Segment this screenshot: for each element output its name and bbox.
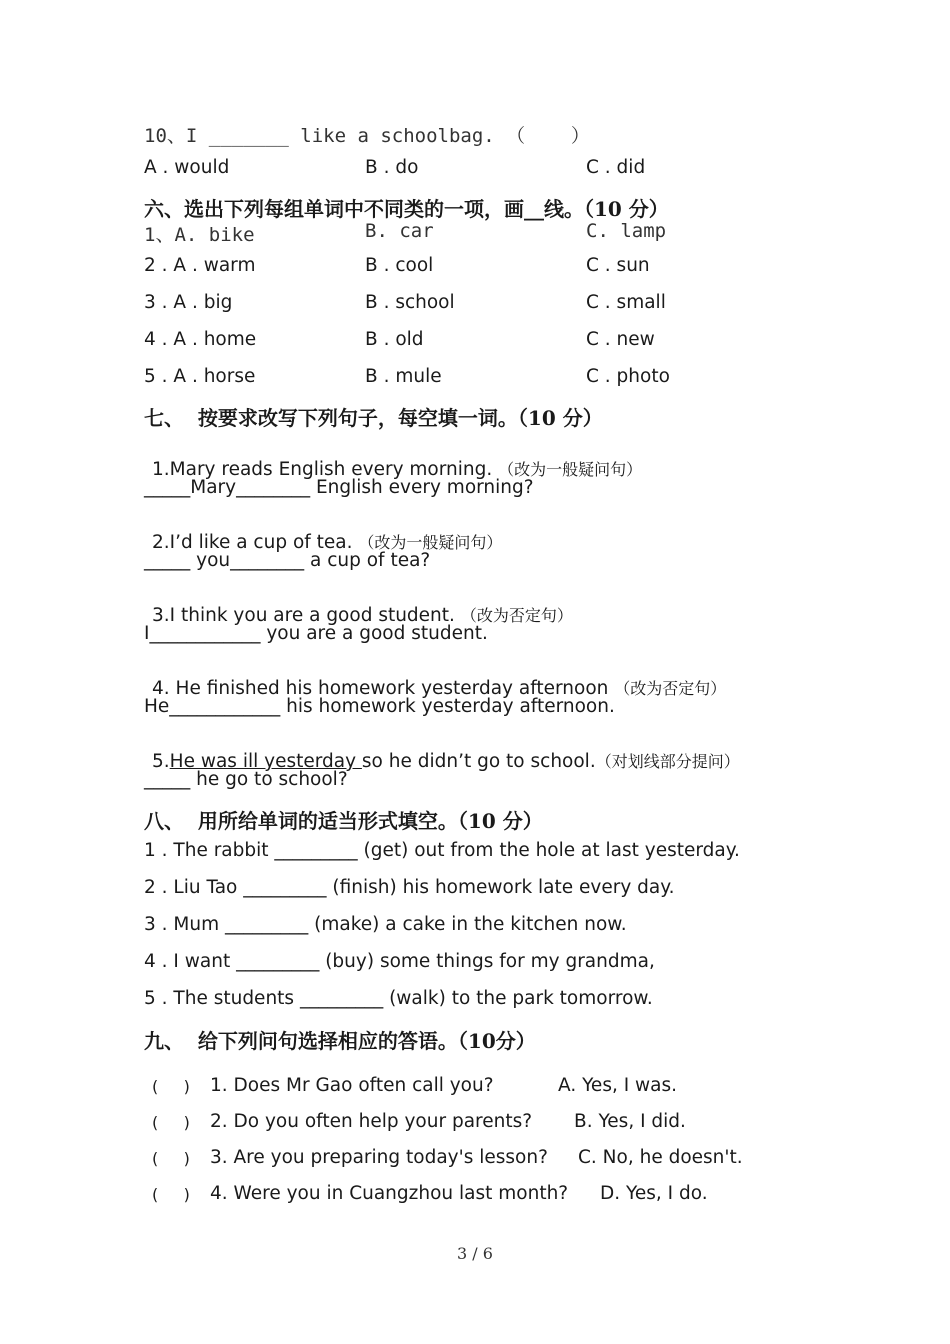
s9-bracket-2: ( ) [152, 1113, 190, 1132]
s9-question-3: 3. Are you preparing today's lesson? [210, 1147, 548, 1168]
s6-row-1-b: B. car [365, 220, 434, 242]
s7-q2-answer: _____ you________ a cup of tea? [144, 550, 431, 571]
s9-answer-4: D. Yes, I do. [600, 1183, 708, 1204]
s7-question-5 [144, 731, 740, 772]
section-8-title: 八、 用所给单词的适当形式填空。（10 分） [144, 809, 543, 833]
s6-row-5-b: B . mule [365, 366, 442, 387]
s7-q2-note: （改为一般疑问句） [358, 533, 503, 552]
s9-question-4: 4. Were you in Cuangzhou last month? [210, 1183, 569, 1204]
s9-question-2: 2. Do you often help your parents? [210, 1111, 533, 1132]
s6-row-4-b: B . old [365, 329, 424, 350]
s6-row-3-c: C . small [586, 292, 666, 313]
page-number: 3 / 6 [457, 1244, 493, 1263]
s6-row-2-a: 2 . A . warm [144, 255, 256, 276]
s7-q4-note: （改为否定句） [614, 679, 727, 698]
section-6-title: 六、选出下列每组单词中不同类的一项，画__线。（10 分） [144, 197, 669, 221]
s7-question-2 [144, 512, 502, 553]
s6-row-2-c: C . sun [586, 255, 650, 276]
s8-item-3: 3 . Mum _________ (make) a cake in the kitchen now. [144, 914, 627, 935]
option-b: B . do [365, 157, 419, 178]
s7-q5-note: （对划线部分提问） [595, 752, 740, 771]
s7-q2-text: 2.I’d like a cup of tea. [152, 532, 359, 553]
s7-q4-text: 4. He finished his homework yesterday afternoon [152, 678, 615, 699]
s8-item-4: 4 . I want _________ (buy) some things for my grandma, [144, 951, 655, 972]
s6-row-3-b: B . school [365, 292, 455, 313]
option-a: A . would [144, 157, 230, 178]
s6-row-1-c: C. lamp [586, 220, 667, 242]
s6-row-4-c: C . new [586, 329, 655, 350]
s7-q5-underlined: He was ill yesterday [169, 751, 362, 772]
s9-answer-1: A. Yes, I was. [558, 1075, 678, 1096]
s6-row-1-a: 1、A. bike [144, 224, 255, 246]
section-9-title: 九、 给下列问句选择相应的答语。（10分） [144, 1029, 536, 1053]
s6-row-5-c: C . photo [586, 366, 670, 387]
s7-q5-answer: _____ he go to school? [144, 769, 348, 790]
s7-q5-rest: so he didn’t go to school. [361, 751, 596, 772]
option-c: C . did [586, 157, 646, 178]
s9-bracket-1: ( ) [152, 1077, 190, 1096]
s7-q1-note: （改为一般疑问句） [498, 460, 643, 479]
s9-question-1: 1. Does Mr Gao often call you? [210, 1075, 494, 1096]
s9-answer-3: C. No, he doesn't. [578, 1147, 743, 1168]
question-10: 10、I _______ like a schoolbag. （ ） [144, 125, 590, 147]
section-7-title: 七、 按要求改写下列句子，每空填一词。（10 分） [144, 406, 603, 430]
s8-item-5: 5 . The students _________ (walk) to the park tomorrow. [144, 988, 653, 1009]
s9-answer-2: B. Yes, I did. [574, 1111, 686, 1132]
s7-q4-answer: He____________ his homework yesterday afternoon. [144, 696, 615, 717]
s7-question-3 [144, 585, 573, 626]
s6-row-4-a: 4 . A . home [144, 329, 257, 350]
s7-q1-answer: _____Mary________ English every morning? [144, 477, 534, 498]
s8-item-2: 2 . Liu Tao _________ (finish) his homework late every day. [144, 877, 675, 898]
s6-row-3-a: 3 . A . big [144, 292, 233, 313]
s7-q3-text: 3.I think you are a good student. [152, 605, 461, 626]
s7-q3-answer: I____________ you are a good student. [144, 623, 488, 644]
s7-q5-prefix: 5. [152, 751, 170, 772]
s9-bracket-3: ( ) [152, 1149, 190, 1168]
s7-q3-note: （改为否定句） [460, 606, 573, 625]
s8-item-1: 1 . The rabbit _________ (get) out from the hole at last yesterday. [144, 840, 740, 861]
s9-bracket-4: ( ) [152, 1185, 190, 1204]
s7-question-1 [144, 439, 642, 480]
s7-q1-text: 1.Mary reads English every morning. [152, 459, 499, 480]
s6-row-2-b: B . cool [365, 255, 434, 276]
s7-question-4 [144, 658, 726, 699]
s6-row-5-a: 5 . A . horse [144, 366, 256, 387]
